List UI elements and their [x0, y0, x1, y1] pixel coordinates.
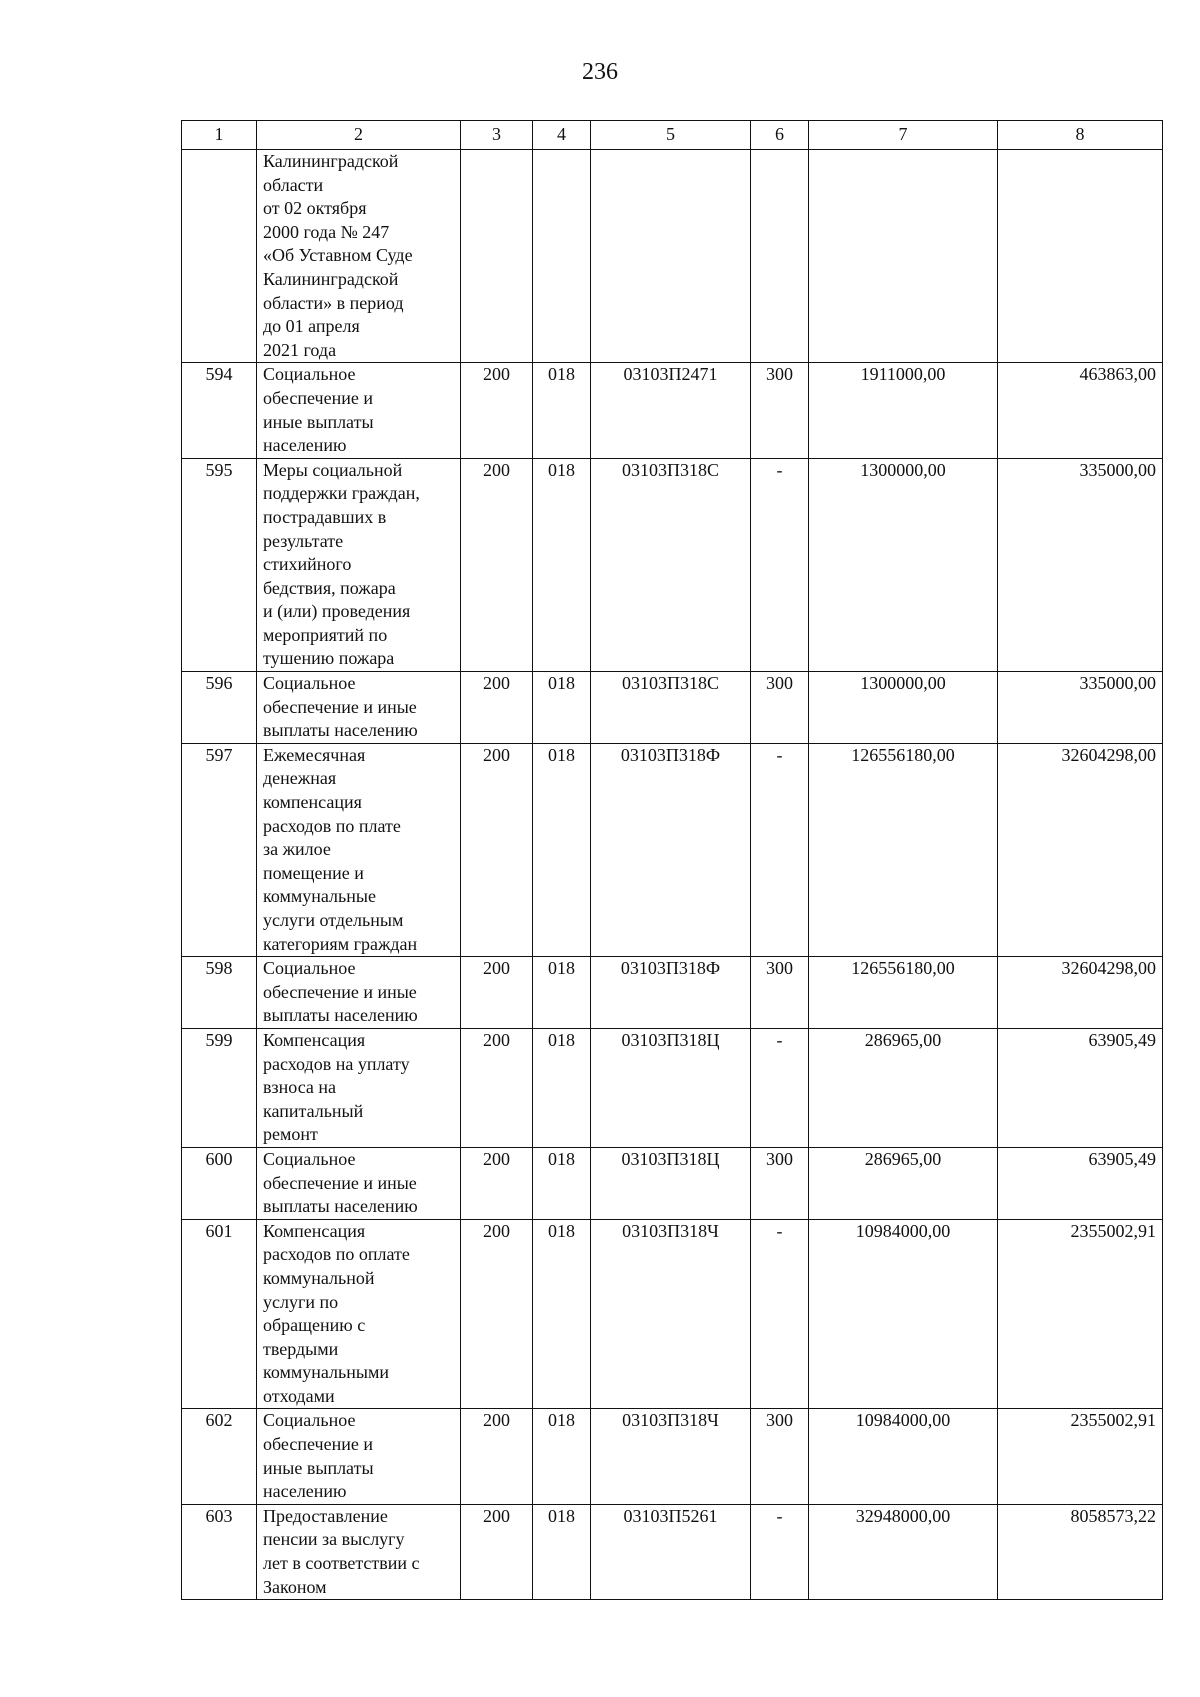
item-name-line: мероприятий по	[263, 624, 388, 645]
column-header-1: 1	[182, 121, 257, 150]
target-article-code: 03103П318Ч	[591, 1409, 751, 1504]
item-name	[257, 743, 461, 956]
amount-executed: 32604298,00	[998, 743, 1163, 956]
item-name-line: обеспечение и	[263, 1434, 373, 1455]
expense-type-code: -	[751, 458, 809, 671]
section-code: 200	[461, 743, 533, 956]
row-number: 598	[182, 957, 257, 1029]
amount-executed: 2355002,91	[998, 1409, 1163, 1504]
amount-planned	[809, 150, 998, 363]
item-name-line: выплаты населению	[263, 1005, 418, 1026]
item-name-line: населению	[263, 1481, 347, 1502]
item-name-line: иные выплаты	[263, 411, 374, 432]
item-name-line: выплаты населению	[263, 1196, 418, 1217]
item-name-line: твердыми	[263, 1338, 339, 1359]
item-name-line: обращению с	[263, 1315, 366, 1336]
item-name-line: от 02 октября	[263, 198, 367, 219]
ministry-code: 018	[533, 672, 591, 744]
item-name-line: категориям граждан	[263, 933, 418, 954]
target-article-code: 03103П318С	[591, 672, 751, 744]
row-number: 602	[182, 1409, 257, 1504]
table-header-row	[182, 121, 1163, 150]
amount-executed	[998, 150, 1163, 363]
item-name-line: компенсация	[263, 792, 362, 813]
amount-executed: 63905,49	[998, 1147, 1163, 1219]
amount-planned: 1911000,00	[809, 363, 998, 458]
section-code: 200	[461, 957, 533, 1029]
ministry-code: 018	[533, 1219, 591, 1409]
item-name-line: поддержки граждан,	[263, 483, 420, 504]
table-row	[182, 672, 1163, 744]
section-code: 200	[461, 1147, 533, 1219]
ministry-code: 018	[533, 743, 591, 956]
table-row	[182, 1504, 1163, 1599]
row-number: 601	[182, 1219, 257, 1409]
item-name-line: Социальное	[263, 1410, 356, 1431]
section-code	[461, 150, 533, 363]
item-name-line: Меры социальной	[263, 459, 403, 480]
item-name-line: и (или) проведения	[263, 601, 411, 622]
item-name	[257, 1409, 461, 1504]
ministry-code: 018	[533, 957, 591, 1029]
table-row	[182, 1147, 1163, 1219]
item-name	[257, 1147, 461, 1219]
ministry-code: 018	[533, 1028, 591, 1147]
amount-planned: 286965,00	[809, 1028, 998, 1147]
column-header-3: 3	[461, 121, 533, 150]
item-name-line: Компенсация	[263, 1029, 366, 1050]
item-name-line: ремонт	[263, 1124, 318, 1145]
table-body	[182, 150, 1163, 1600]
amount-planned: 1300000,00	[809, 458, 998, 671]
column-header-4: 4	[533, 121, 591, 150]
item-name-line: Компенсация	[263, 1220, 366, 1241]
amount-planned: 286965,00	[809, 1147, 998, 1219]
amount-executed: 63905,49	[998, 1028, 1163, 1147]
amount-planned: 126556180,00	[809, 743, 998, 956]
item-name-line: области» в период	[263, 292, 404, 313]
row-number: 600	[182, 1147, 257, 1219]
amount-executed: 335000,00	[998, 458, 1163, 671]
item-name-line: обеспечение и	[263, 387, 373, 408]
ministry-code: 018	[533, 458, 591, 671]
item-name-line: расходов по оплате	[263, 1244, 410, 1265]
item-name-line: Социальное	[263, 1148, 356, 1169]
expense-type-code: -	[751, 1219, 809, 1409]
item-name-line: расходов по плате	[263, 815, 401, 836]
row-number: 603	[182, 1504, 257, 1599]
item-name-line: 2000 года № 247	[263, 221, 390, 242]
row-number: 595	[182, 458, 257, 671]
item-name-line: «Об Уставном Суде	[263, 245, 413, 266]
item-name	[257, 957, 461, 1029]
item-name-line: населению	[263, 435, 347, 456]
item-name-line: Калининградской	[263, 268, 399, 289]
target-article-code: 03103П2471	[591, 363, 751, 458]
row-number	[182, 150, 257, 363]
item-name-line: Предоставление	[263, 1505, 388, 1526]
table-row	[182, 1409, 1163, 1504]
amount-planned: 126556180,00	[809, 957, 998, 1029]
row-number: 597	[182, 743, 257, 956]
item-name-line: бедствия, пожара	[263, 577, 396, 598]
item-name	[257, 363, 461, 458]
page-number: 236	[582, 59, 618, 85]
target-article-code	[591, 150, 751, 363]
target-article-code: 03103П318Ц	[591, 1028, 751, 1147]
expense-type-code: 300	[751, 957, 809, 1029]
item-name-line: Ежемесячная	[263, 744, 366, 765]
table-row	[182, 1219, 1163, 1409]
table-row	[182, 957, 1163, 1029]
amount-executed: 463863,00	[998, 363, 1163, 458]
amount-executed: 32604298,00	[998, 957, 1163, 1029]
amount-planned: 10984000,00	[809, 1219, 998, 1409]
amount-planned: 32948000,00	[809, 1504, 998, 1599]
expense-type-code: 300	[751, 363, 809, 458]
section-code: 200	[461, 1028, 533, 1147]
item-name-line: пенсии за выслугу	[263, 1529, 405, 1550]
item-name	[257, 672, 461, 744]
item-name-line: Социальное	[263, 673, 356, 694]
item-name-line: лет в соответствии с	[263, 1553, 420, 1574]
item-name-line: пострадавших в	[263, 506, 387, 527]
target-article-code: 03103П318Ф	[591, 743, 751, 956]
section-code: 200	[461, 363, 533, 458]
expense-type-code: -	[751, 743, 809, 956]
item-name	[257, 1219, 461, 1409]
amount-executed: 8058573,22	[998, 1504, 1163, 1599]
amount-planned: 10984000,00	[809, 1409, 998, 1504]
amount-executed: 335000,00	[998, 672, 1163, 744]
item-name-line: денежная	[263, 768, 337, 789]
item-name	[257, 458, 461, 671]
ministry-code: 018	[533, 1504, 591, 1599]
item-name-line: обеспечение и иные	[263, 981, 417, 1002]
item-name-line: за жилое	[263, 839, 331, 860]
item-name-line: коммунальные	[263, 886, 376, 907]
column-header-6: 6	[751, 121, 809, 150]
section-code: 200	[461, 1504, 533, 1599]
section-code: 200	[461, 1219, 533, 1409]
expense-type-code: -	[751, 1504, 809, 1599]
table-row	[182, 743, 1163, 956]
item-name-line: тушению пожара	[263, 648, 395, 669]
item-name	[257, 1504, 461, 1599]
item-name-line: капитальный	[263, 1100, 364, 1121]
item-name-line: выплаты населению	[263, 720, 418, 741]
expense-type-code: -	[751, 1028, 809, 1147]
column-header-2: 2	[257, 121, 461, 150]
section-code: 200	[461, 1409, 533, 1504]
ministry-code: 018	[533, 1409, 591, 1504]
item-name-line: Социальное	[263, 958, 356, 979]
target-article-code: 03103П318С	[591, 458, 751, 671]
section-code: 200	[461, 672, 533, 744]
item-name	[257, 1028, 461, 1147]
table-row	[182, 458, 1163, 671]
item-name-line: помещение и	[263, 862, 364, 883]
target-article-code: 03103П318Ф	[591, 957, 751, 1029]
column-header-7: 7	[809, 121, 998, 150]
target-article-code: 03103П318Ч	[591, 1219, 751, 1409]
row-number: 594	[182, 363, 257, 458]
item-name-line: коммунальными	[263, 1362, 389, 1383]
table-row	[182, 1028, 1163, 1147]
item-name-line: услуги отдельным	[263, 910, 404, 930]
row-number: 599	[182, 1028, 257, 1147]
column-header-5: 5	[591, 121, 751, 150]
item-name-line: Законом	[263, 1576, 327, 1597]
item-name-line: услуги по	[263, 1291, 339, 1312]
item-name-line: иные выплаты	[263, 1457, 374, 1478]
ministry-code: 018	[533, 1147, 591, 1219]
expense-type-code: 300	[751, 672, 809, 744]
item-name-line: стихийного	[263, 554, 352, 575]
amount-executed: 2355002,91	[998, 1219, 1163, 1409]
item-name	[257, 150, 461, 363]
item-name-line: 2021 года	[263, 339, 337, 360]
item-name-line: до 01 апреля	[263, 316, 360, 337]
ministry-code: 018	[533, 363, 591, 458]
item-name-line: Социальное	[263, 364, 356, 385]
item-name-line: обеспечение и иные	[263, 696, 417, 717]
item-name-line: обеспечение и иные	[263, 1172, 417, 1193]
expense-type-code	[751, 150, 809, 363]
target-article-code: 03103П5261	[591, 1504, 751, 1599]
budget-table	[181, 120, 1163, 1600]
item-name-line: результате	[263, 530, 344, 551]
amount-planned: 1300000,00	[809, 672, 998, 744]
item-name-line: отходами	[263, 1385, 335, 1406]
item-name-line: расходов на уплату	[263, 1053, 410, 1074]
item-name-line: коммунальной	[263, 1267, 375, 1288]
item-name-line: Калининградской	[263, 151, 399, 171]
expense-type-code: 300	[751, 1147, 809, 1219]
table-row	[182, 363, 1163, 458]
table-row	[182, 150, 1163, 363]
item-name-line: области	[263, 174, 324, 195]
section-code: 200	[461, 458, 533, 671]
row-number: 596	[182, 672, 257, 744]
ministry-code	[533, 150, 591, 363]
target-article-code: 03103П318Ц	[591, 1147, 751, 1219]
column-header-8: 8	[998, 121, 1163, 150]
expense-type-code: 300	[751, 1409, 809, 1504]
item-name-line: взноса на	[263, 1077, 337, 1098]
